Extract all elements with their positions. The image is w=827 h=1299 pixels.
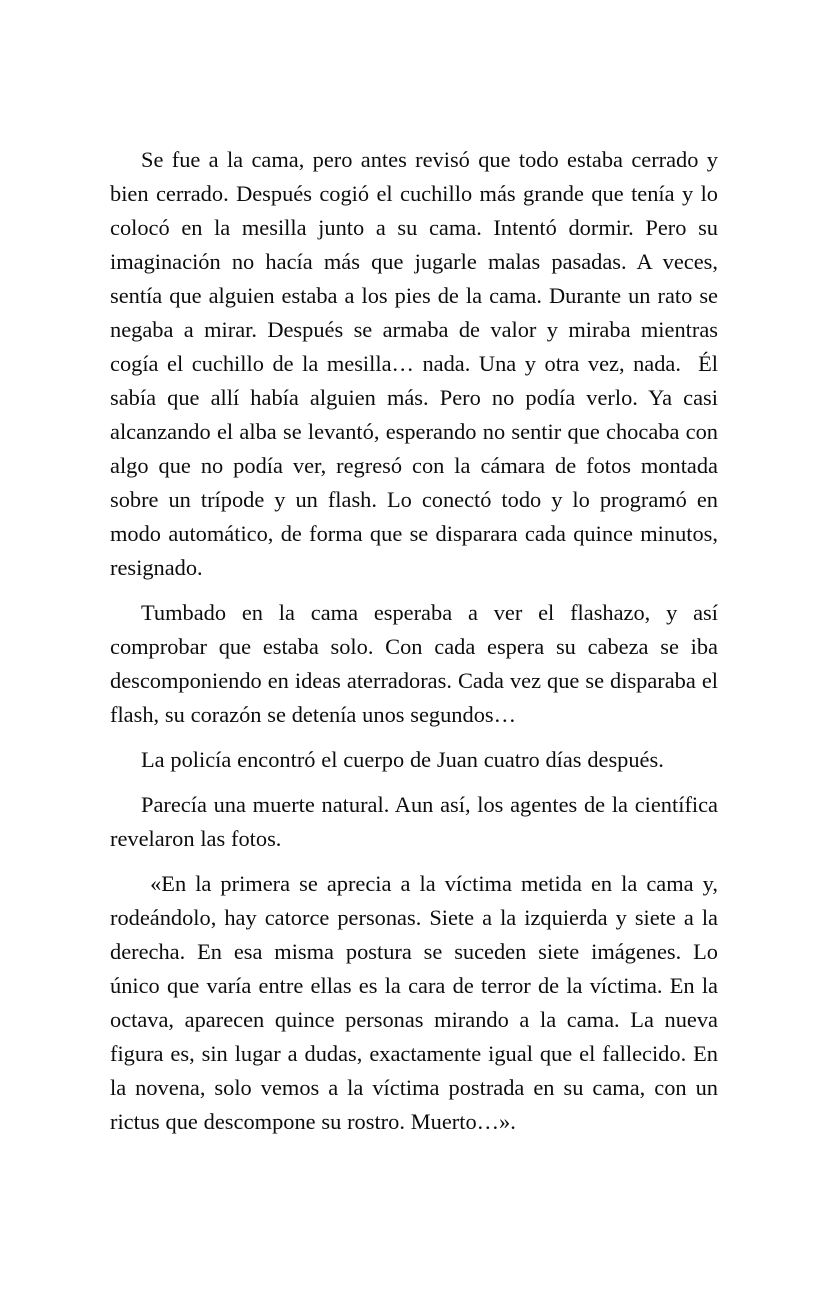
page-text-block [110, 143, 724, 1139]
paragraph-2: Tumbado en la cama esperaba a ver el flashazo, y así comprobar que estaba solo. Con cada espera su cabeza se iba descomponiendo en ideas aterradoras. Cada vez que se disparaba el flash, su corazón se detenía unos segundos… [110, 600, 724, 727]
paragraph-4: Parecía una muerte natural. Aun así, los agentes de la científica revelaron las fotos. [110, 792, 724, 851]
paragraph-5-quoted-report: «En la primera se aprecia a la víctima metida en la cama y, rodeándolo, hay catorce personas. Siete a la izquierda y siete a la derecha. En esa misma postura se suceden siete imágenes. Lo único que varía entre ellas es la cara de terror de la víctima. En la octava, aparecen quince personas mirando a la cama. La nueva figura es, sin lugar a dudas, exactamente igual que el fallecido. En la novena, solo vemos a la víctima postrada en su cama, con un rictus que descompone su rostro. Muerto…». [110, 871, 724, 1134]
paragraph-1: Se fue a la cama, pero antes revisó que todo estaba cerrado y bien cerrado. Después cogió el cuchillo más grande que tenía y lo colocó en la mesilla junto a su cama. Intentó dormir. Pero su imaginación no hacía más que jugarle malas pasadas. A veces, sentía que alguien estaba a los pies de la cama. Durante un rato se negaba a mirar. Después se armaba de valor y miraba mientras cogía el cuchillo de la mesilla… nada. Una y otra vez, nada. Él sabía que allí había alguien más. Pero no podía verlo. Ya casi alcanzando el alba se levantó, esperando no sentir que chocaba con algo que no podía ver, regresó con la cámara de fotos montada sobre un trípode y un flash. Lo conectó todo y lo programó en modo automático, de forma que se disparara cada quince minutos, resignado. [110, 147, 724, 580]
paragraph-3: La policía encontró el cuerpo de Juan cuatro días después. [141, 747, 664, 772]
